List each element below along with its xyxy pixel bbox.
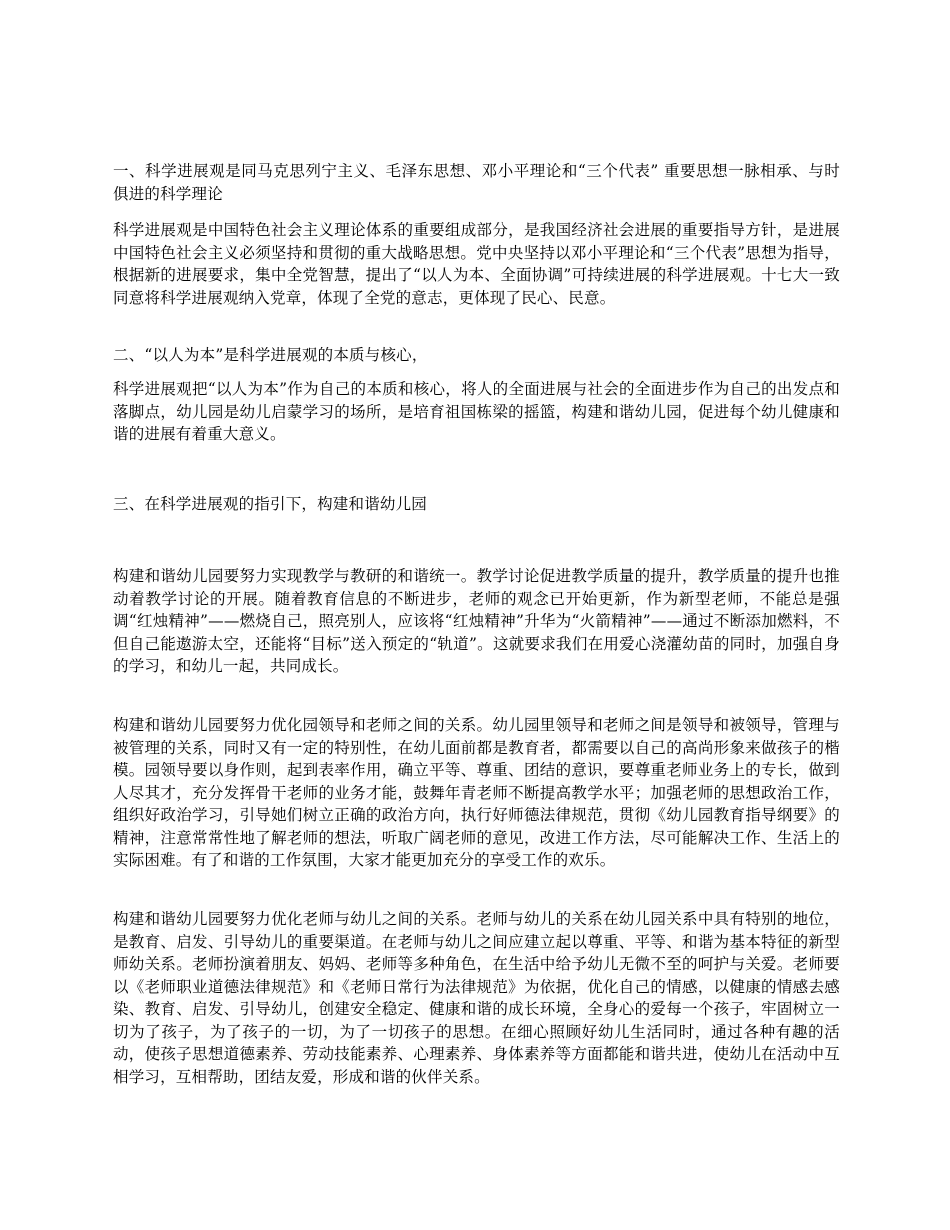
section-heading-3: 三、在科学进展观的指引下，构建和谐幼儿园 [113, 495, 428, 513]
paragraph-3: 构建和谐幼儿园要努力实现教学与教研的和谐统一。教学讨论促进教学质量的提升，教学质量的提升也推动着教学讨论的开展。随着教育信息的不断进步，老师的观念已开始更新，作为新型老师，不能总是强调“红烛精神”——燃烧自己，照亮别人，应该将“红烛精神”升华为“火箭精神”——通过不断添加燃料，不但自己能遨游太空，还能将“目标”送入预定的“轨道”。这就要求我们在用爱心浇灌幼苗的同时，加强自身的学习，和幼儿一起，共同成长。 [113, 567, 840, 675]
document-page [113, 0, 840, 1230]
section-heading-1: 一、科学进展观是同马克思列宁主义、毛泽东思想、邓小平理论和“三个代表” 重要思想一脉相承、与时俱进的科学理论 [113, 162, 840, 203]
paragraph-4: 构建和谐幼儿园要努力优化园领导和老师之间的关系。幼儿园里领导和老师之间是领导和被领导，管理与被管理的关系，同时又有一定的特别性，在幼儿面前都是教育者，都需要以自己的高尚形象来做孩子的楷模。园领导要以身作则，起到表率作用，确立平等、尊重、团结的意识，要尊重老师业务上的专长，做到人尽其才，充分发挥骨干老师的业务才能，鼓舞年青老师不断提高教学水平；加强老师的思想政治工作，组织好政治学习，引导她们树立正确的政治方向，执行好师德法律规范，贯彻《幼儿园教育指导纲要》的精神，注意常常性地了解老师的想法，听取广阔老师的意见，改进工作方法，尽可能解决工作、生活上的实际困难。有了和谐的工作氛围，大家才能更加充分的享受工作的欢乐。 [113, 716, 840, 869]
paragraph-5: 构建和谐幼儿园要努力优化老师与幼儿之间的关系。老师与幼儿的关系在幼儿园关系中具有特别的地位，是教育、启发、引导幼儿的重要渠道。在老师与幼儿之间应建立起以尊重、平等、和谐为基本特征的新型师幼关系。老师扮演着朋友、妈妈、老师等多种角色，在生活中给予幼儿无微不至的呵护与关爱。老师要以《老师职业道德法律规范》和《老师日常行为法律规范》为依据，优化自己的情感，以健康的情感去感染、教育、启发、引导幼儿，创建安全稳定、健康和谐的成长环境，全身心的爱每一个孩子，牢固树立一切为了孩子，为了孩子的一切，为了一切孩子的思想。在细心照顾好幼儿生活同时，通过各种有趣的活动，使孩子思想道德素养、劳动技能素养、心理素养、身体素养等方面都能和谐共进，使幼儿在活动中互相学习，互相帮助，团结友爱，形成和谐的伙伴关系。 [113, 910, 840, 1086]
section-heading-2: 二、“以人为本”是科学进展观的本质与核心， [113, 346, 428, 364]
paragraph-2: 科学进展观把“以人为本”作为自己的本质和核心，将人的全面进展与社会的全面进步作为自己的出发点和落脚点，幼儿园是幼儿启蒙学习的场所，是培育祖国栋梁的摇篮，构建和谐幼儿园，促进每个幼儿健康和谐的进展有着重大意义。 [113, 380, 840, 443]
paragraph-1: 科学进展观是中国特色社会主义理论体系的重要组成部分，是我国经济社会进展的重要指导方针，是进展中国特色社会主义必须坚持和贯彻的重大战略思想。党中央坚持以邓小平理论和“三个代表”思想为指导，根据新的进展要求，集中全党智慧，提出了“以人为本、全面协调”可持续进展的科学进展观。十七大一致同意将科学进展观纳入党章，体现了全党的意志，更体现了民心、民意。 [113, 221, 840, 307]
